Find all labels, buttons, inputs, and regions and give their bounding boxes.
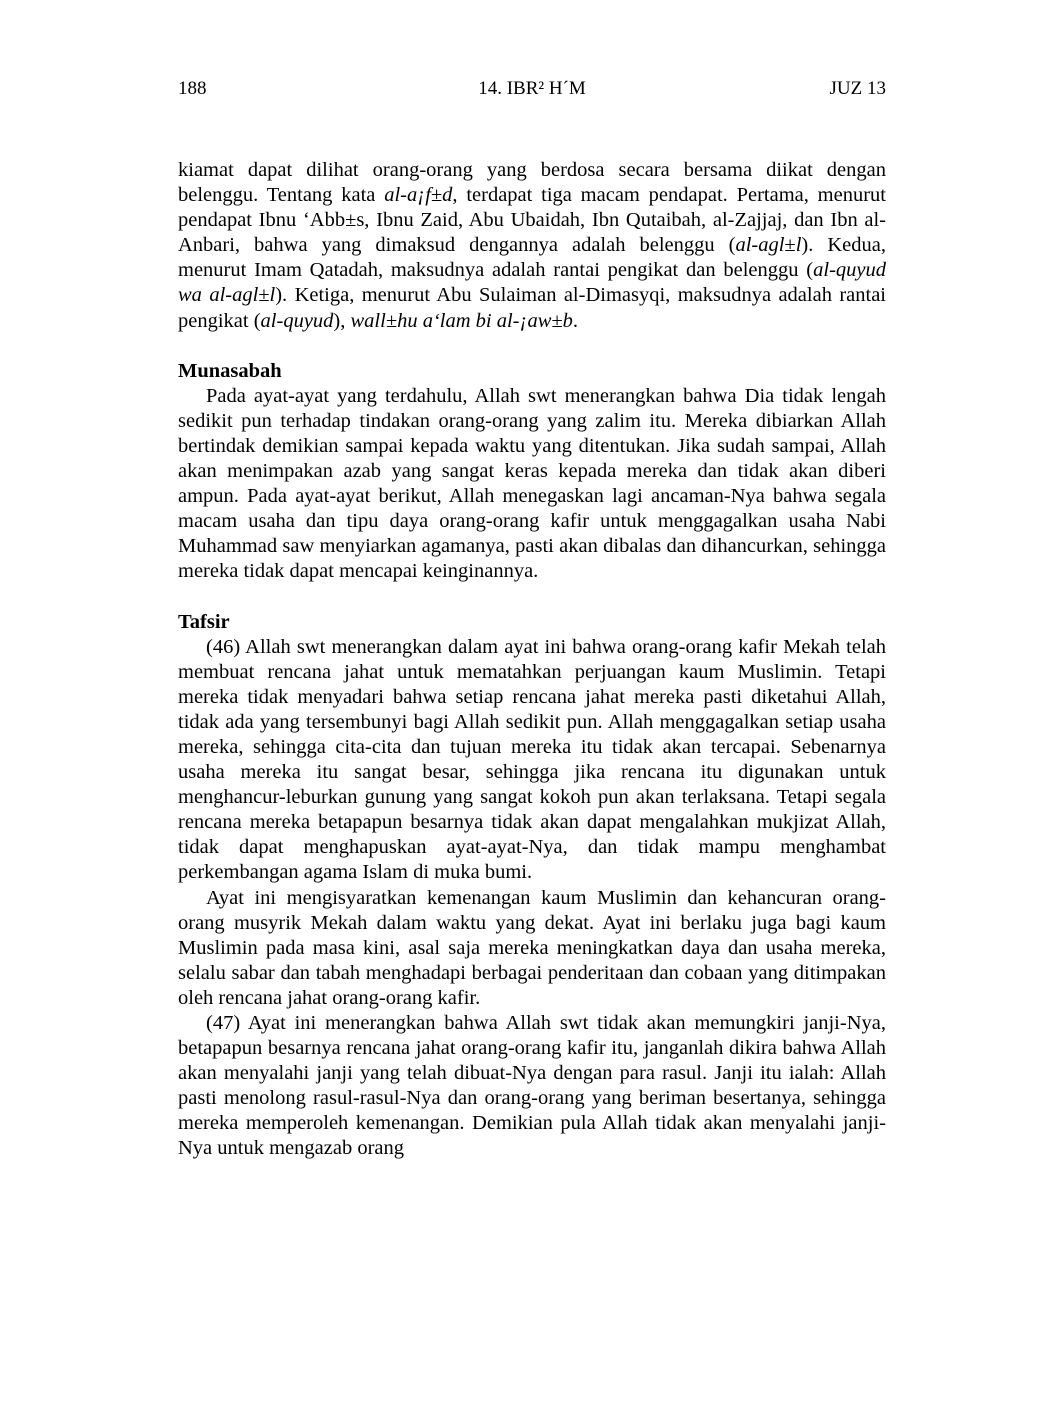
term-al-afad: al-a¡f±d <box>384 184 453 207</box>
juz-label: JUZ 13 <box>829 78 886 99</box>
chapter-title: 14. IBR² H´M <box>478 78 586 99</box>
term-wallahu-alam: wall±hu a‘lam bi al-¡aw±b <box>350 309 573 332</box>
intro-paragraph: kiamat dapat dilihat orang-orang yang berdosa secara bersama diikat dengan belenggu. Tentang kata al-a¡f±d, terdapat tiga macam pendapat. Pertama, menurut pendapat Ibnu ‘Abb±s, Ibnu Zaid, Abu Ubaidah, Ibn Qutaibah, al-Zajjaj, dan Ibn al-Anbari, bahwa yang dimaksud dengannya adalah belenggu (al-agl±l). Kedua, menurut Imam Qatadah, maksudnya adalah rantai pengikat dan belenggu (al-quyud wa al-agl±l). Ketiga, menurut Abu Sulaiman al-Dimasyqi, maksudnya adalah rantai pengikat (al-quyud), wall±hu a‘lam bi al-¡aw±b. <box>178 159 886 332</box>
tafsir-paragraph-47: (47) Ayat ini menerangkan bahwa Allah swt tidak akan memungkiri janji-Nya, betapapun besarnya rencana jahat orang-orang kafir itu, janganlah dikira bahwa Allah akan menyalahi janji yang telah dibuat-Nya dengan para rasul. Janji itu ialah: Allah pasti menolong rasul-rasul-Nya dan orang-orang yang beriman besertanya, sehingga mereka memperoleh kemenangan. Demikian pula Allah tidak akan menyalahi janji-Nya untuk mengazab orang <box>178 1012 886 1160</box>
term-al-quyud: al-quyud <box>260 309 334 332</box>
body-text <box>178 158 886 1162</box>
tafsir-heading: Tafsir <box>178 610 230 633</box>
page-header <box>178 76 886 102</box>
munasabah-paragraph: Pada ayat-ayat yang terdahulu, Allah swt menerangkan bahwa Dia tidak lengah sedikit pun terhadap tindakan orang-orang yang zalim itu. Mereka dibiarkan Allah bertindak demikian sampai kepada waktu yang ditentukan. Jika sudah sampai, Allah akan menimpakan azab yang sangat keras kepada mereka dan tidak akan diberi ampun. Pada ayat-ayat berikut, Allah menegaskan lagi ancaman-Nya bahwa segala macam usaha dan tipu daya orang-orang kafir untuk menggagalkan usaha Nabi Muhammad saw menyiarkan agamanya, pasti akan dibalas dan dihancurkan, sehingga mereka tidak dapat mencapai keinginannya. <box>178 384 886 583</box>
tafsir-paragraph-2: Ayat ini mengisyaratkan kemenangan kaum Muslimin dan kehancuran orang-orang musyrik Mekah dalam waktu yang dekat. Ayat ini berlaku juga bagi kaum Muslimin pada masa kini, asal saja mereka meningkatkan daya dan usaha mereka, selalu sabar dan tabah menghadapi berbagai penderitaan dan cobaan yang ditimpakan oleh rencana jahat orang-orang kafir. <box>178 886 886 1009</box>
munasabah-heading: Munasabah <box>178 359 282 382</box>
term-al-aglal: al-agl±l <box>735 234 802 257</box>
page-number: 188 <box>178 78 207 99</box>
tafsir-paragraph-46: (46) Allah swt menerangkan dalam ayat ini bahwa orang-orang kafir Mekah telah membuat rencana jahat untuk mematahkan perjuangan kaum Muslimin. Tetapi mereka tidak menyadari bahwa setiap rencana jahat mereka pasti diketahui Allah, tidak ada yang tersembunyi bagi Allah sedikit pun. Allah menggagalkan setiap usaha mereka, sehingga cita-cita dan tujuan mereka itu tidak akan tercapai. Sebenarnya usaha mereka itu sangat besar, sehingga jika rencana itu digunakan untuk menghancur-leburkan gunung yang sangat kokoh pun akan terlaksana. Tetapi segala rencana mereka betapapun besarnya tidak akan dapat mengalahkan mukjizat Allah, tidak dapat menghapuskan ayat-ayat-Nya, dan tidak mampu menghambat perkembangan agama Islam di muka bumi. <box>178 635 886 884</box>
term-al-quyud-wa-al-aglal: al-quyud wa al-agl±l <box>178 259 886 307</box>
